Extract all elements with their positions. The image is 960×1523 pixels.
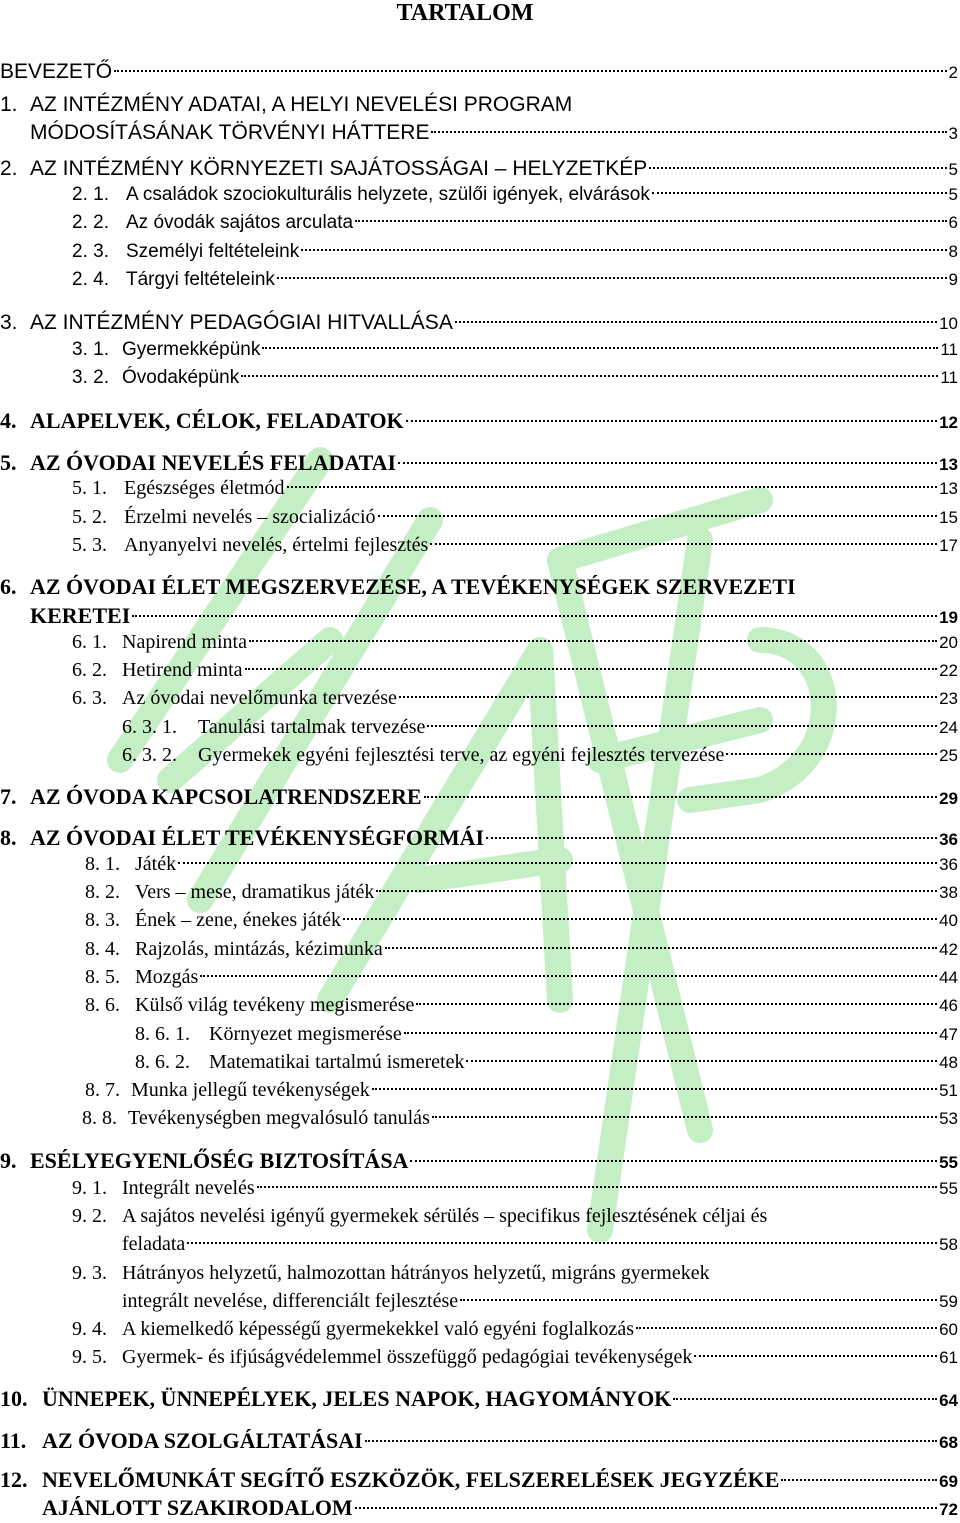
toc-entry-page: 29 <box>939 789 958 808</box>
toc-entry-number: 3. 2. <box>72 367 109 388</box>
toc-entry-page: 5 <box>948 160 958 179</box>
toc-entry-page: 44 <box>939 968 958 987</box>
toc-entry-number: 6. 3. 2. <box>122 744 177 766</box>
toc-entry[interactable] <box>72 367 958 393</box>
toc-entry-number: 9. <box>0 1148 17 1173</box>
toc-entry-number: 2. 2. <box>72 212 109 233</box>
toc-entry-page: 59 <box>939 1292 958 1311</box>
toc-entry[interactable] <box>85 994 958 1020</box>
toc-entry-title: MÓDOSÍTÁSÁNAK TÖRVÉNYI HÁTTERE <box>30 121 430 144</box>
toc-entry-title: Érzelmi nevelés – szocializáció <box>124 506 376 528</box>
toc-entry-number: 2. 1. <box>72 184 109 205</box>
dot-leader <box>200 975 937 977</box>
toc-entry-page: 3 <box>948 124 958 143</box>
toc-entry-number: 9. 2. <box>72 1205 107 1227</box>
toc-entry[interactable] <box>0 1386 958 1412</box>
dot-leader <box>455 321 937 323</box>
toc-entry[interactable] <box>72 659 958 685</box>
toc-entry-title: Rajzolás, mintázás, kézimunka <box>135 938 383 960</box>
toc-entry-title: KERETEI <box>30 603 131 628</box>
toc-entry-page: 55 <box>939 1153 958 1172</box>
toc-entry-page: 36 <box>939 830 958 849</box>
toc-entry[interactable] <box>0 408 958 434</box>
toc-entry[interactable] <box>85 881 958 907</box>
toc-entry-page: 48 <box>939 1053 958 1072</box>
toc-entry[interactable] <box>135 1051 958 1077</box>
toc-entry-title: AZ ÓVODAI NEVELÉS FELADATAI <box>30 450 397 475</box>
dot-leader <box>245 668 938 670</box>
toc-entry-title: Óvodaképünk <box>122 367 240 388</box>
dot-leader <box>241 375 938 377</box>
toc-entry-title: Az óvodák sajátos arculata <box>126 212 354 233</box>
toc-entry[interactable] <box>0 60 958 86</box>
toc-entry-number: 6. 3. <box>72 687 107 709</box>
toc-entry-title: Egészséges életmód <box>124 477 285 499</box>
toc-entry-page: 9 <box>948 270 958 289</box>
toc-entry[interactable] <box>122 744 958 770</box>
dot-leader <box>410 1160 937 1162</box>
toc-entry[interactable] <box>0 1428 958 1454</box>
toc-entry[interactable] <box>0 1148 958 1174</box>
toc-entry-title: Játék <box>135 853 177 875</box>
toc-entry-number: 3. <box>0 311 18 334</box>
toc-entry-title: Gyermekképünk <box>122 339 261 360</box>
toc-entry-page: 25 <box>939 746 958 765</box>
dot-leader <box>178 862 937 864</box>
toc-entry-title: feladata <box>122 1233 186 1255</box>
toc-entry-number: 8. 4. <box>85 938 120 960</box>
toc-entry-page: 13 <box>939 479 958 498</box>
toc-entry[interactable] <box>0 825 958 851</box>
toc-entry-page: 20 <box>939 633 958 652</box>
toc-entry-number: 8. 6. 1. <box>135 1023 190 1045</box>
toc-entry[interactable] <box>72 506 958 532</box>
toc-entry-number: 1. <box>0 93 18 116</box>
dot-leader <box>132 615 937 617</box>
toc-entry-number: 2. 4. <box>72 269 109 290</box>
toc-entry[interactable] <box>0 157 958 183</box>
toc-entry-title: Gyermek- és ifjúságvédelemmel összefüggő pedagógiai tevékenységek <box>122 1346 693 1368</box>
toc-entry-page: 40 <box>939 911 958 930</box>
toc-entry-number: 5. 2. <box>72 506 107 528</box>
toc-entry[interactable] <box>72 1318 958 1344</box>
toc-entry-title: Tevékenységben megvalósuló tanulás <box>128 1107 430 1129</box>
toc-entry-number: 8. 8. <box>82 1107 117 1129</box>
toc-entry[interactable] <box>122 716 958 742</box>
toc-entry-page: 68 <box>939 1433 958 1452</box>
dot-leader <box>673 1398 937 1400</box>
toc-entry-title: A sajátos nevelési igényű gyermekek sérülés – specifikus fejlesztésének céljai és <box>122 1205 768 1227</box>
toc-entry[interactable] <box>72 269 958 295</box>
toc-entry-title: Mozgás <box>135 966 199 988</box>
toc-entry-title: AJÁNLOTT SZAKIRODALOM <box>42 1495 353 1520</box>
dot-leader <box>427 725 937 727</box>
toc-entry-number: 2. 3. <box>72 241 109 262</box>
dot-leader <box>416 1003 937 1005</box>
toc-entry-number: 6. 2. <box>72 659 107 681</box>
dot-leader <box>460 1299 937 1301</box>
toc-entry-number: 9. 4. <box>72 1318 107 1340</box>
toc-entry-page: 36 <box>939 855 958 874</box>
toc-entry-title: Hátrányos helyzetű, halmozottan hátrányos helyzetű, migráns gyermekek <box>122 1262 710 1284</box>
toc-entry[interactable] <box>42 1495 958 1521</box>
toc-entry-number: 5. 1. <box>72 477 107 499</box>
toc-entry[interactable] <box>72 1262 958 1288</box>
dot-leader <box>343 918 937 920</box>
toc-entry-number: 10. <box>0 1386 28 1411</box>
toc-entry-page: 24 <box>939 718 958 737</box>
toc-entry-page: 46 <box>939 996 958 1015</box>
toc-entry-title: Anyanyelvi nevelés, értelmi fejlesztés <box>124 534 429 556</box>
toc-entry[interactable] <box>135 1023 958 1049</box>
toc-entry-title: AZ ÓVODA SZOLGÁLTATÁSAI <box>42 1428 363 1453</box>
toc-entry-page: 47 <box>939 1025 958 1044</box>
toc-entry-page: 11 <box>940 368 958 387</box>
toc-entry-page: 53 <box>939 1109 958 1128</box>
toc-entry-number: 5. <box>0 450 17 475</box>
toc-entry[interactable] <box>30 603 958 629</box>
dot-leader <box>404 1032 937 1034</box>
toc-entry-number: 9. 5. <box>72 1346 107 1368</box>
dot-leader <box>355 1507 937 1509</box>
toc-entry-page: 38 <box>939 883 958 902</box>
toc-entry[interactable] <box>85 1079 958 1105</box>
toc-entry-title: Munka jellegű tevékenységek <box>131 1079 370 1101</box>
toc-entry-title: NEVELŐMUNKÁT SEGÍTŐ ESZKÖZÖK, FELSZERELÉSEK JEGYZÉKE <box>42 1467 780 1492</box>
toc-entry-page: 11 <box>940 340 958 359</box>
toc-entry-title: integrált nevelése, differenciált fejlesztése <box>122 1290 459 1312</box>
toc-entry[interactable] <box>85 853 958 879</box>
toc-entry[interactable] <box>72 534 958 560</box>
dot-leader <box>277 277 947 279</box>
toc-entry[interactable] <box>0 784 958 810</box>
toc-entry-page: 2 <box>948 63 958 82</box>
toc-entry-number: 5. 3. <box>72 534 107 556</box>
dot-leader <box>726 753 937 755</box>
dot-leader <box>652 192 947 194</box>
toc-entry[interactable] <box>82 1107 958 1133</box>
toc-entry-title: Integrált nevelés <box>122 1177 255 1199</box>
toc-entry[interactable] <box>0 93 958 119</box>
dot-leader <box>385 947 937 949</box>
toc-entry-number: 9. 3. <box>72 1262 107 1284</box>
toc-entry-title: A kiemelkedő képességű gyermekekkel való egyéni foglalkozás <box>122 1318 635 1340</box>
dot-leader <box>187 1242 937 1244</box>
toc-entry[interactable] <box>0 574 958 600</box>
toc-entry[interactable] <box>0 1467 958 1493</box>
dot-leader <box>114 70 947 72</box>
toc-entry-number: 8. 7. <box>85 1079 120 1101</box>
dot-leader <box>649 167 946 169</box>
toc-entry[interactable] <box>122 1290 958 1316</box>
toc-entry-title: Személyi feltételeink <box>126 241 300 262</box>
toc-entry-number: 9. 1. <box>72 1177 107 1199</box>
dot-leader <box>399 696 937 698</box>
dot-leader <box>257 1186 937 1188</box>
toc-entry[interactable] <box>72 241 958 267</box>
toc-entry-page: 61 <box>939 1348 958 1367</box>
toc-entry[interactable] <box>122 1233 958 1259</box>
toc-entry-page: 58 <box>939 1235 958 1254</box>
toc-entry-title: Matematikai tartalmú ismeretek <box>209 1051 465 1073</box>
toc-entry[interactable] <box>72 631 958 657</box>
dot-leader <box>355 220 946 222</box>
toc-entry-number: 2. <box>0 157 18 180</box>
toc-entry-number: 8. 3. <box>85 909 120 931</box>
toc-entry-title: Vers – mese, dramatikus játék <box>135 881 375 903</box>
toc-entry-title: Környezet megismerése <box>209 1023 402 1045</box>
dot-leader <box>301 249 946 251</box>
toc-entry-page: 51 <box>939 1081 958 1100</box>
toc-entry-page: 55 <box>939 1179 958 1198</box>
toc-entry-title: ESÉLYEGYENLŐSÉG BIZTOSÍTÁSA <box>30 1148 409 1173</box>
toc-entry-title: Az óvodai nevelőmunka tervezése <box>122 687 397 709</box>
toc-entry-title: AZ INTÉZMÉNY ADATAI, A HELYI NEVELÉSI PROGRAM <box>30 93 573 116</box>
toc-entry[interactable] <box>72 339 958 365</box>
toc-entry-title: Napirend minta <box>122 631 247 653</box>
dot-leader <box>431 131 946 133</box>
dot-leader <box>424 796 938 798</box>
dot-leader <box>406 420 937 422</box>
toc-entry-page: 69 <box>939 1472 958 1491</box>
toc-entry-title: AZ ÓVODA KAPCSOLATRENDSZERE <box>30 784 422 809</box>
dot-leader <box>372 1088 937 1090</box>
toc-entry-title: ÜNNEPEK, ÜNNEPÉLYEK, JELES NAPOK, HAGYOMÁNYOK <box>42 1386 672 1411</box>
dot-leader <box>486 837 937 839</box>
toc-entry-page: 10 <box>939 314 958 333</box>
toc-entry-number: 3. 1. <box>72 339 109 360</box>
toc-entry-page: 15 <box>939 508 958 527</box>
toc-entry-page: 8 <box>948 242 958 261</box>
toc-entry-page: 12 <box>939 413 958 432</box>
toc-entry-title: Tanulási tartalmak tervezése <box>198 716 426 738</box>
toc-entry-page: 17 <box>939 536 958 555</box>
dot-leader <box>432 1116 937 1118</box>
dot-leader <box>378 515 938 517</box>
toc-entry-title: Tárgyi feltételeink <box>126 269 275 290</box>
dot-leader <box>694 1355 937 1357</box>
dot-leader <box>365 1440 937 1442</box>
dot-leader <box>781 1479 937 1481</box>
toc-entry-title: Külső világ tevékeny megismerése <box>135 994 415 1016</box>
toc-entry-number: 8. 6. <box>85 994 120 1016</box>
toc-entry-page: 60 <box>939 1320 958 1339</box>
toc-heading: TARTALOM <box>396 0 534 26</box>
toc-entry[interactable] <box>30 121 958 147</box>
toc-entry[interactable] <box>72 1205 958 1231</box>
toc-entry-page: 13 <box>939 455 958 474</box>
toc-entry-title: A családok szociokulturális helyzete, szülői igények, elvárások <box>126 184 650 205</box>
toc-entry-number: 7. <box>0 784 17 809</box>
toc-entry-page: 19 <box>939 608 958 627</box>
toc-entry-page: 64 <box>939 1391 958 1410</box>
toc-entry-title: BEVEZETŐ <box>0 60 113 83</box>
toc-entry-page: 5 <box>948 185 958 204</box>
dot-leader <box>262 347 938 349</box>
toc-entry-title: Ének – zene, énekes játék <box>135 909 342 931</box>
dot-leader <box>376 890 937 892</box>
toc-entry-title: ALAPELVEK, CÉLOK, FELADATOK <box>30 408 404 433</box>
toc-entry-number: 4. <box>0 408 17 433</box>
toc-entry-number: 12. <box>0 1467 28 1492</box>
toc-entry[interactable] <box>0 450 958 476</box>
toc-entry-number: 8. <box>0 825 17 850</box>
toc-entry-number: 11. <box>0 1428 27 1453</box>
dot-leader <box>398 462 937 464</box>
toc-entry-title: AZ INTÉZMÉNY PEDAGÓGIAI HITVALLÁSA <box>30 311 453 334</box>
toc-entry[interactable] <box>85 966 958 992</box>
toc-entry-title: AZ ÓVODAI ÉLET TEVÉKENYSÉGFORMÁI <box>30 825 485 850</box>
toc-entry[interactable] <box>0 311 958 337</box>
toc-entry-number: 8. 1. <box>85 853 120 875</box>
toc-entry[interactable] <box>72 687 958 713</box>
toc-entry[interactable] <box>72 1346 958 1372</box>
toc-entry[interactable] <box>85 938 958 964</box>
toc-entry-page: 23 <box>939 689 958 708</box>
toc-entry-page: 42 <box>939 940 958 959</box>
dot-leader <box>249 640 937 642</box>
toc-entry-title: Hetirend minta <box>122 659 243 681</box>
toc-entry-title: Gyermekek egyéni fejlesztési terve, az egyéni fejlesztés tervezése <box>198 744 725 766</box>
toc-entry-number: 8. 6. 2. <box>135 1051 190 1073</box>
toc-entry-number: 6. 3. 1. <box>122 716 177 738</box>
toc-entry[interactable] <box>72 212 958 238</box>
dot-leader <box>466 1060 937 1062</box>
toc-entry-number: 6. <box>0 574 17 599</box>
toc-entry-title: AZ ÓVODAI ÉLET MEGSZERVEZÉSE, A TEVÉKENYSÉGEK SZERVEZETI <box>30 574 796 599</box>
toc-entry[interactable] <box>72 477 958 503</box>
toc-entry-number: 8. 5. <box>85 966 120 988</box>
toc-entry-page: 6 <box>948 213 958 232</box>
toc-entry-title: AZ INTÉZMÉNY KÖRNYEZETI SAJÁTOSSÁGAI – HELYZETKÉP <box>30 157 648 180</box>
toc-entry-page: 22 <box>939 661 958 680</box>
toc-entry-number: 8. 2. <box>85 881 120 903</box>
toc-entry[interactable] <box>72 184 958 210</box>
toc-entry-number: 6. 1. <box>72 631 107 653</box>
dot-leader <box>430 543 937 545</box>
toc-entry[interactable] <box>85 909 958 935</box>
dot-leader <box>287 486 938 488</box>
toc-entry[interactable] <box>72 1177 958 1203</box>
toc-entry-page: 72 <box>939 1500 958 1519</box>
dot-leader <box>636 1327 937 1329</box>
